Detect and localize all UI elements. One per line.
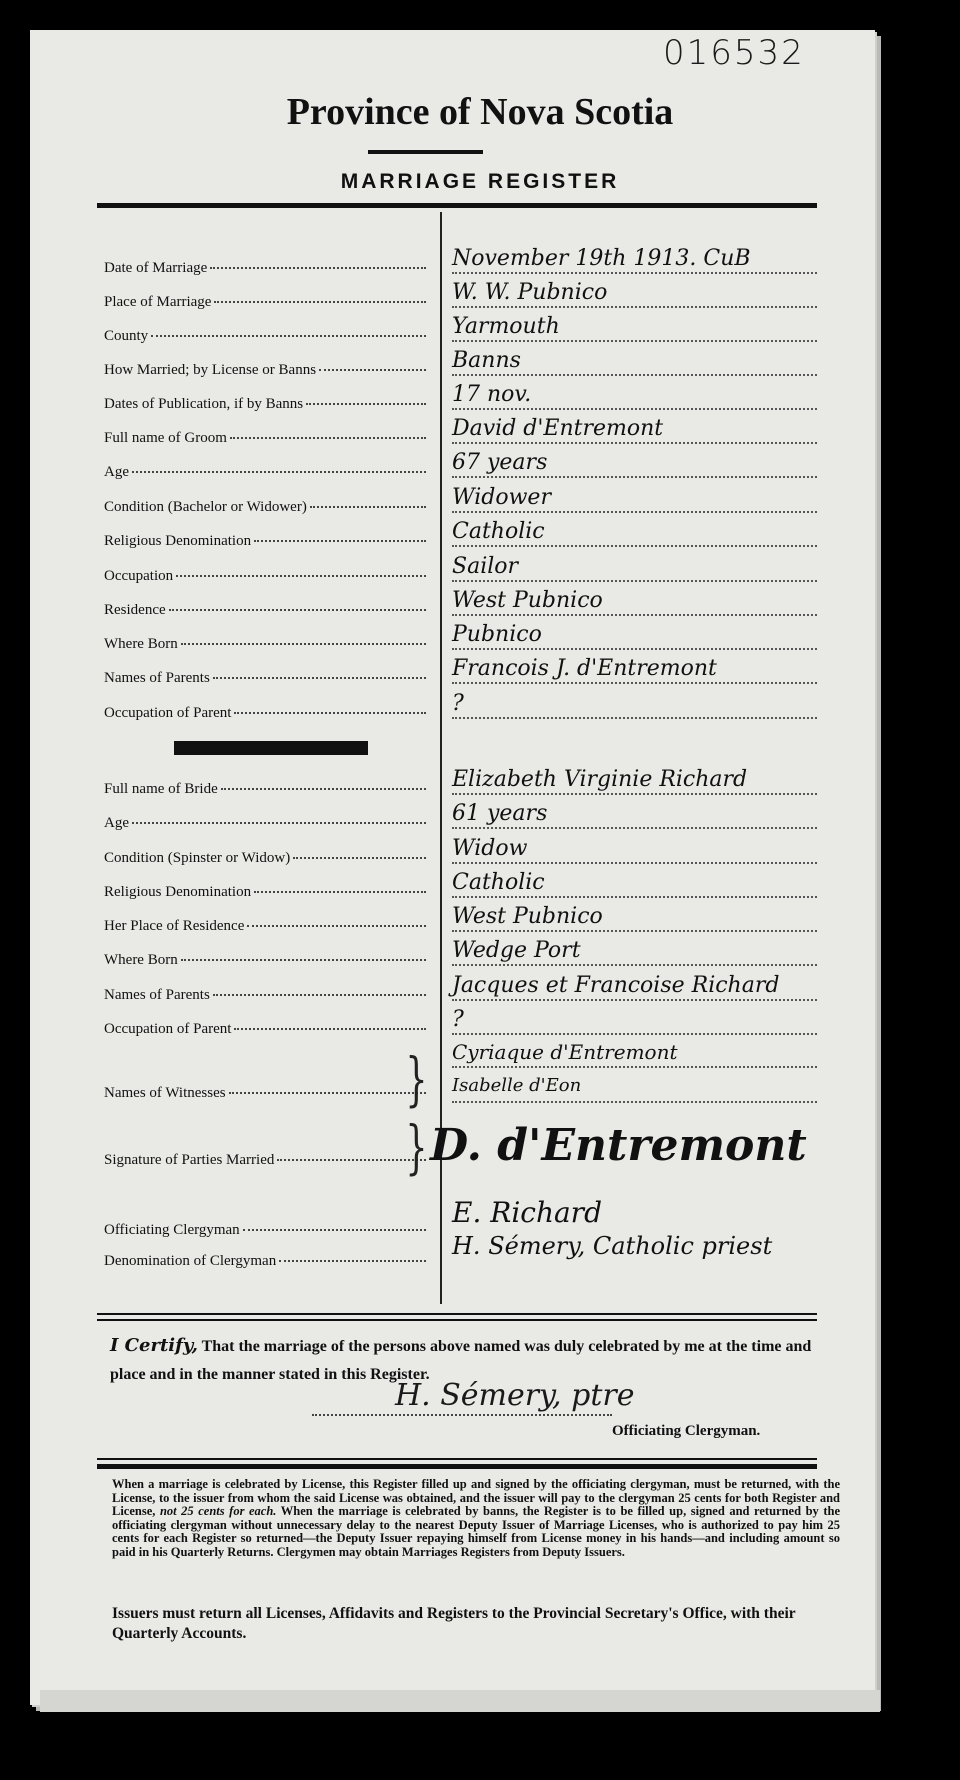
- field-label: Her Place of Residence: [104, 918, 426, 935]
- field-value-line: [452, 306, 817, 308]
- clergy-signature: H. Sémery, ptre: [395, 1378, 635, 1413]
- signature-of-parties: D. d'Entremont: [430, 1120, 807, 1171]
- witness-line-2: [452, 1101, 817, 1103]
- field-value-line: [452, 930, 817, 932]
- field-value: Widower: [452, 485, 551, 510]
- field-value: ?: [452, 691, 464, 716]
- field-label: Occupation of Parent: [104, 705, 426, 722]
- witness-line-1: [452, 1066, 817, 1068]
- section-divider-bar: [174, 741, 368, 755]
- field-value-line: [452, 476, 817, 478]
- field-value-line: [452, 827, 817, 829]
- field-value-line: [452, 717, 817, 719]
- form-title: Province of Nova Scotia: [286, 91, 674, 133]
- signature-brace: }: [405, 1113, 428, 1181]
- form-subtitle: MARRIAGE REGISTER: [340, 170, 620, 193]
- field-value-line: [452, 682, 817, 684]
- field-value-line: [452, 545, 817, 547]
- denomination-clergyman-value: H. Sémery, Catholic priest: [452, 1232, 773, 1260]
- officiating-clergyman-value: E. Richard: [452, 1196, 602, 1229]
- field-value: Jacques et Francoise Richard: [452, 973, 780, 998]
- witness-1: Cyriaque d'Entremont: [452, 1040, 678, 1064]
- cert-rule-top: [97, 1313, 817, 1315]
- field-value-line: [452, 408, 817, 410]
- field-value-line: [452, 999, 817, 1001]
- field-value-line: [452, 793, 817, 795]
- field-label: Full name of Groom: [104, 430, 426, 447]
- witnesses-label: Names of Witnesses: [104, 1085, 426, 1102]
- field-label: Condition (Bachelor or Widower): [104, 499, 426, 516]
- field-label: Age: [104, 464, 426, 481]
- field-label: Religious Denomination: [104, 533, 426, 550]
- field-value: David d'Entremont: [452, 416, 664, 441]
- field-label: Dates of Publication, if by Banns: [104, 396, 426, 413]
- header-rule: [97, 203, 817, 208]
- instructions-paragraph: When a marriage is celebrated by License, this Register filled up and signed by the officiating clergyman, must be returned, with the License, to the issuer from whom the said License was obtained, and the issuer will pay to the clergyman 25 cents for both Register and License, not 25 cents for each. When the marriage is celebrated by banns, the Register is to be filled up, signed and returned by the officiating clergyman without unnecessary delay to the nearest Deputy Issuer of Marriage Licenses, who is authorized to pay him 25 cents for each Register so returned—the Deputy Issuer repaying himself from License money in his hands—and including amount so paid in his Quarterly Returns. Clergymen may obtain Marriages Registers from Deputy Issuers.: [112, 1477, 840, 1559]
- field-value: Elizabeth Virginie Richard: [452, 767, 748, 792]
- field-value-line: [452, 272, 817, 274]
- field-value-line: [452, 340, 817, 342]
- field-value: Banns: [452, 348, 521, 373]
- field-value-line: [452, 442, 817, 444]
- officiating-clergyman-caption: Officiating Clergyman.: [612, 1423, 761, 1439]
- field-label: Names of Parents: [104, 670, 426, 687]
- field-value-line: [452, 896, 817, 898]
- field-value: Catholic: [452, 519, 545, 544]
- field-label: Where Born: [104, 952, 426, 969]
- field-value-line: [452, 374, 817, 376]
- witness-2: Isabelle d'Eon: [452, 1075, 582, 1096]
- certify-body: That the marriage of the persons above named was duly celebrated by me at the time and place and in the manner stated in this Register.: [110, 1338, 812, 1383]
- field-value: 17 nov.: [452, 382, 532, 407]
- field-value: Francois J. d'Entremont: [452, 656, 717, 681]
- field-label: Occupation of Parent: [104, 1021, 426, 1038]
- field-value-line: [452, 580, 817, 582]
- instructions-rule-1: [97, 1458, 817, 1460]
- field-label: Place of Marriage: [104, 294, 426, 311]
- field-label: Age: [104, 815, 426, 832]
- field-value: West Pubnico: [452, 588, 603, 613]
- field-label: Condition (Spinster or Widow): [104, 850, 426, 867]
- field-value-line: [452, 964, 817, 966]
- field-value-line: [452, 862, 817, 864]
- field-value: Yarmouth: [452, 314, 560, 339]
- field-label: Names of Parents: [104, 987, 426, 1004]
- field-value-line: [452, 614, 817, 616]
- field-value-line: [452, 511, 817, 513]
- clergy-signature-line: [312, 1414, 612, 1416]
- field-value: 67 years: [452, 450, 548, 475]
- field-value: W. W. Pubnico: [452, 280, 608, 305]
- field-label: Residence: [104, 602, 426, 619]
- field-label: Full name of Bride: [104, 781, 426, 798]
- field-value: 61 years: [452, 801, 548, 826]
- field-value: Catholic: [452, 870, 545, 895]
- register-number: 016532: [663, 33, 805, 73]
- witnesses-brace: }: [405, 1045, 428, 1113]
- field-value: Widow: [452, 836, 528, 861]
- denomination-clergyman-label: Denomination of Clergyman: [104, 1253, 426, 1270]
- field-value: Sailor: [452, 554, 519, 579]
- field-value-line: [452, 1033, 817, 1035]
- field-value: ?: [452, 1007, 464, 1032]
- certify-lead: I Certify,: [110, 1335, 198, 1356]
- field-label: How Married; by License or Banns: [104, 362, 426, 379]
- field-value: November 19th 1913. CuB: [452, 246, 751, 271]
- field-label: Religious Denomination: [104, 884, 426, 901]
- field-label: Where Born: [104, 636, 426, 653]
- title-rule: [368, 150, 483, 154]
- field-value: West Pubnico: [452, 904, 603, 929]
- instructions-rule-2: [97, 1464, 817, 1469]
- field-label: County: [104, 328, 426, 345]
- field-value-line: [452, 648, 817, 650]
- field-value: Pubnico: [452, 622, 542, 647]
- officiating-clergyman-label: Officiating Clergyman: [104, 1222, 426, 1239]
- field-label: Occupation: [104, 568, 426, 585]
- field-label: Date of Marriage: [104, 260, 426, 277]
- cert-rule-top-2: [97, 1319, 817, 1321]
- underlying-sheet: [40, 1690, 880, 1712]
- signature-label: Signature of Parties Married: [104, 1152, 426, 1169]
- field-value: Wedge Port: [452, 938, 581, 963]
- instructions-footer: Issuers must return all Licenses, Affidavits and Registers to the Provincial Secretary's Office, with their Quarterly Accounts.: [112, 1605, 796, 1642]
